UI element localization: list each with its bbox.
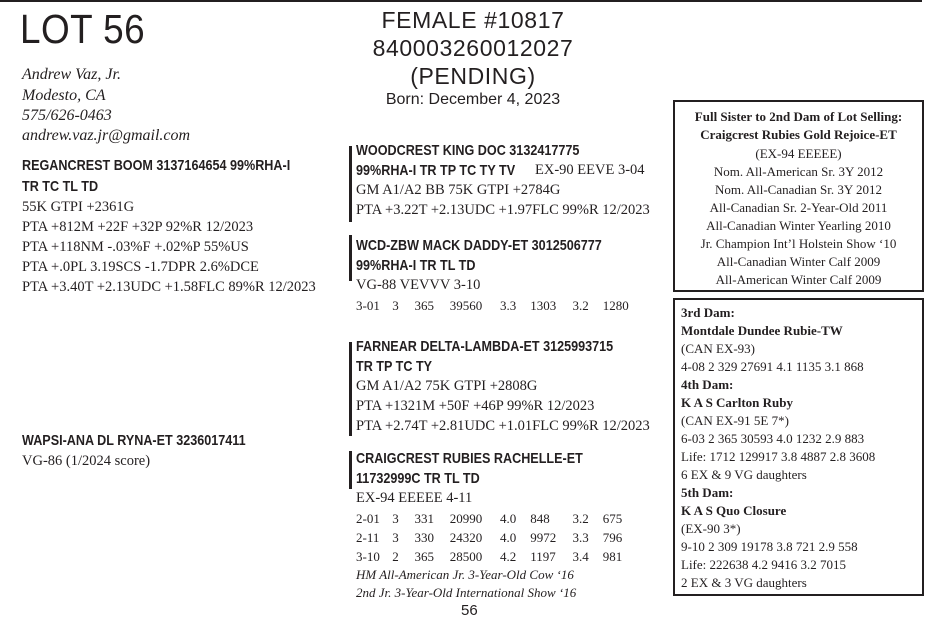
fifth-dam-score: (EX-90 3*): [681, 521, 741, 536]
sire-dam-traits-text: 99%RHA-I TR TL TD: [356, 257, 476, 274]
record-milk: 28500: [449, 549, 483, 564]
record-protein-pct: 3.2: [572, 511, 589, 526]
dam-dam-name-line2: [356, 470, 503, 488]
sire-pta-health: PTA +.0PL 3.19SCS -1.7DPR 2.6%DCE: [22, 259, 259, 275]
third-dam-name: Montdale Dundee Rubie-TW: [681, 323, 843, 338]
full-sister-honor-6: All-Canadian Winter Calf 2009: [716, 254, 881, 269]
dam-dam-bracket: [349, 451, 352, 489]
record-protein: 675: [602, 511, 623, 526]
record-days: 331: [414, 511, 434, 526]
record-days: 365: [414, 298, 434, 313]
dam-sire-pta-type: PTA +2.74T +2.81UDC +1.01FLC 99%R 12/2023: [356, 418, 650, 434]
fourth-dam-daughters: 6 EX & 9 VG daughters: [681, 467, 807, 482]
full-sister-honor-5: Jr. Champion Int’l Holstein Show ‘10: [700, 236, 897, 251]
record-fat: 9972: [530, 530, 557, 545]
sire-name-line2: [22, 178, 113, 196]
full-sister-score: (EX-94 EEEEE): [755, 146, 842, 161]
record-fat-pct: 3.3: [500, 298, 517, 313]
fourth-dam-label: 4th Dam:: [681, 377, 734, 392]
fourth-dam-record: 6-03 2 365 30593 4.0 1232 2.9 883: [681, 431, 865, 446]
dam-name: [22, 432, 288, 450]
sire-name-line1: [22, 157, 341, 175]
dam-dam-record-3: [356, 549, 635, 565]
lot-number: LOT 56: [20, 6, 146, 52]
sire-sire-score: EX-90 EEVE 3-04: [535, 162, 645, 178]
third-dam-record: 4-08 2 329 27691 4.1 1135 3.1 868: [681, 359, 864, 374]
dam-score: VG-86 (1/2024 score): [22, 453, 151, 469]
sire-dam-name-line2: [356, 257, 498, 275]
dam-sire-name-line2: [356, 358, 447, 376]
record-fat-pct: 4.2: [500, 549, 517, 564]
record-milk: 20990: [449, 511, 483, 526]
record-protein-pct: 3.4: [572, 549, 589, 564]
record-age: 3-01: [356, 298, 380, 313]
record-age: 2-11: [356, 530, 380, 545]
fifth-dam-record: 9-10 2 309 19178 3.8 721 2.9 558: [681, 539, 858, 554]
dam-dam-name-text: CRAIGCREST RUBIES RACHELLE-ET: [356, 450, 583, 467]
fifth-dam-daughters: 2 EX & 3 VG daughters: [681, 575, 807, 590]
record-fat: 1303: [530, 298, 557, 313]
sire-sire-pta-type: PTA +3.22T +2.13UDC +1.97FLC 99%R 12/2023: [356, 202, 650, 218]
record-protein: 981: [602, 549, 623, 564]
record-fat-pct: 4.0: [500, 530, 517, 545]
dam-sire-pta-production: PTA +1321M +50F +46P 99%R 12/2023: [356, 398, 595, 414]
record-milkings: 3: [392, 530, 399, 545]
record-milkings: 2: [392, 549, 399, 564]
sire-dam-name-line1: [356, 237, 649, 255]
record-age: 2-01: [356, 511, 380, 526]
sire-sire-name-line2: [356, 162, 545, 180]
sire-pta-type: PTA +3.40T +2.13UDC +1.58FLC 89%R 12/2023: [22, 279, 316, 295]
record-days: 365: [414, 549, 434, 564]
third-dam-score: (CAN EX-93): [681, 341, 756, 356]
sire-dam-score: VG-88 VEVVV 3-10: [356, 277, 481, 293]
dam-sire-traits-text: TR TP TC TY: [356, 358, 433, 375]
ancestral-dams-box: [673, 298, 924, 596]
pending-status: (PENDING): [410, 63, 536, 89]
dam-dam-record-2: [356, 530, 635, 546]
breeder-email: andrew.vaz.jr@gmail.com: [22, 127, 191, 144]
sire-traits-text: TR TC TL TD: [22, 178, 99, 195]
dam-dam-honor-2: 2nd Jr. 3-Year-Old International Show ‘16: [356, 585, 577, 600]
record-protein-pct: 3.3: [572, 530, 589, 545]
record-protein: 1280: [602, 298, 629, 313]
sire-gtpi: 55K GTPI +2361G: [22, 199, 135, 215]
third-dam-label: 3rd Dam:: [681, 305, 735, 320]
full-sister-honor-7: All-American Winter Calf 2009: [715, 272, 882, 287]
sire-sire-bracket: [349, 146, 352, 222]
sire-sire-name-line1: [356, 142, 622, 160]
fourth-dam-name: K A S Carlton Ruby: [681, 395, 793, 410]
female-id: FEMALE #10817: [381, 7, 565, 33]
full-sister-honor-3: All-Canadian Sr. 2-Year-Old 2011: [709, 200, 888, 215]
full-sister-box: [673, 100, 924, 292]
dam-sire-gtpi: GM A1/A2 75K GTPI +2808G: [356, 378, 538, 394]
full-sister-name: Craigcrest Rubies Gold Rejoice-ET: [700, 127, 897, 142]
sire-sire-name-text: WOODCREST KING DOC 3132417775: [356, 142, 580, 159]
fourth-dam-life: Life: 1712 129917 3.8 4887 2.8 3608: [681, 449, 876, 464]
sire-sire-traits-text: 99%RHA-I TR TP TC TY TV: [356, 162, 516, 179]
dam-dam-traits-text: 11732999C TR TL TD: [356, 470, 480, 487]
record-milk: 24320: [449, 530, 483, 545]
full-sister-heading: Full Sister to 2nd Dam of Lot Selling:: [694, 109, 903, 124]
record-milkings: 3: [392, 298, 399, 313]
page-number: 56: [461, 602, 478, 619]
breeder-phone: 575/626-0463: [22, 107, 112, 124]
record-protein-pct: 3.2: [572, 298, 589, 313]
dam-dam-honor-1: HM All-American Jr. 3-Year-Old Cow ‘16: [356, 567, 574, 582]
fifth-dam-life: Life: 222638 4.2 9416 3.2 7015: [681, 557, 847, 572]
record-fat: 1197: [530, 549, 556, 564]
breeder-name: Andrew Vaz, Jr.: [22, 66, 121, 83]
record-age: 3-10: [356, 549, 380, 564]
record-fat-pct: 4.0: [500, 511, 517, 526]
fifth-dam-label: 5th Dam:: [681, 485, 734, 500]
dam-sire-name-text: FARNEAR DELTA-LAMBDA-ET 3125993715: [356, 338, 614, 355]
dam-dam-score: EX-94 EEEEE 4-11: [356, 490, 473, 506]
record-fat: 848: [530, 511, 550, 526]
sire-dam-name-text: WCD-ZBW MACK DADDY-ET 3012506777: [356, 237, 602, 254]
sire-name-text: REGANCREST BOOM 3137164654 99%RHA-I: [22, 157, 291, 174]
sire-pta-net-merit: PTA +118NM -.03%F +.02%P 55%US: [22, 239, 249, 255]
full-sister-honor-2: Nom. All-Canadian Sr. 3Y 2012: [714, 182, 883, 197]
sire-dam-bracket: [349, 235, 352, 281]
fourth-dam-score: (CAN EX-91 5E 7*): [681, 413, 789, 428]
record-milk: 39560: [449, 298, 483, 313]
breeder-location: Modesto, CA: [22, 87, 106, 104]
dam-sire-bracket: [349, 342, 352, 436]
full-sister-honor-1: Nom. All-American Sr. 3Y 2012: [713, 164, 884, 179]
dam-dam-record-1: [356, 511, 635, 527]
dam-dam-name-line1: [356, 450, 626, 468]
full-sister-honor-4: All-Canadian Winter Yearling 2010: [706, 218, 891, 233]
record-days: 330: [414, 530, 434, 545]
sire-pta-production: PTA +812M +22F +32P 92%R 12/2023: [22, 219, 254, 235]
sire-sire-gtpi: GM A1/A2 BB 75K GTPI +2784G: [356, 182, 561, 198]
sire-dam-record: [356, 298, 635, 314]
record-protein: 796: [602, 530, 623, 545]
record-milkings: 3: [392, 511, 399, 526]
dam-name-text: WAPSI-ANA DL RYNA-ET 3236017411: [22, 432, 246, 449]
top-rule: [0, 0, 922, 2]
fifth-dam-name: K A S Quo Closure: [681, 503, 787, 518]
dam-sire-name-line1: [356, 338, 662, 356]
birth-date: Born: December 4, 2023: [385, 91, 561, 108]
registration-number: 840003260012027: [372, 35, 574, 61]
